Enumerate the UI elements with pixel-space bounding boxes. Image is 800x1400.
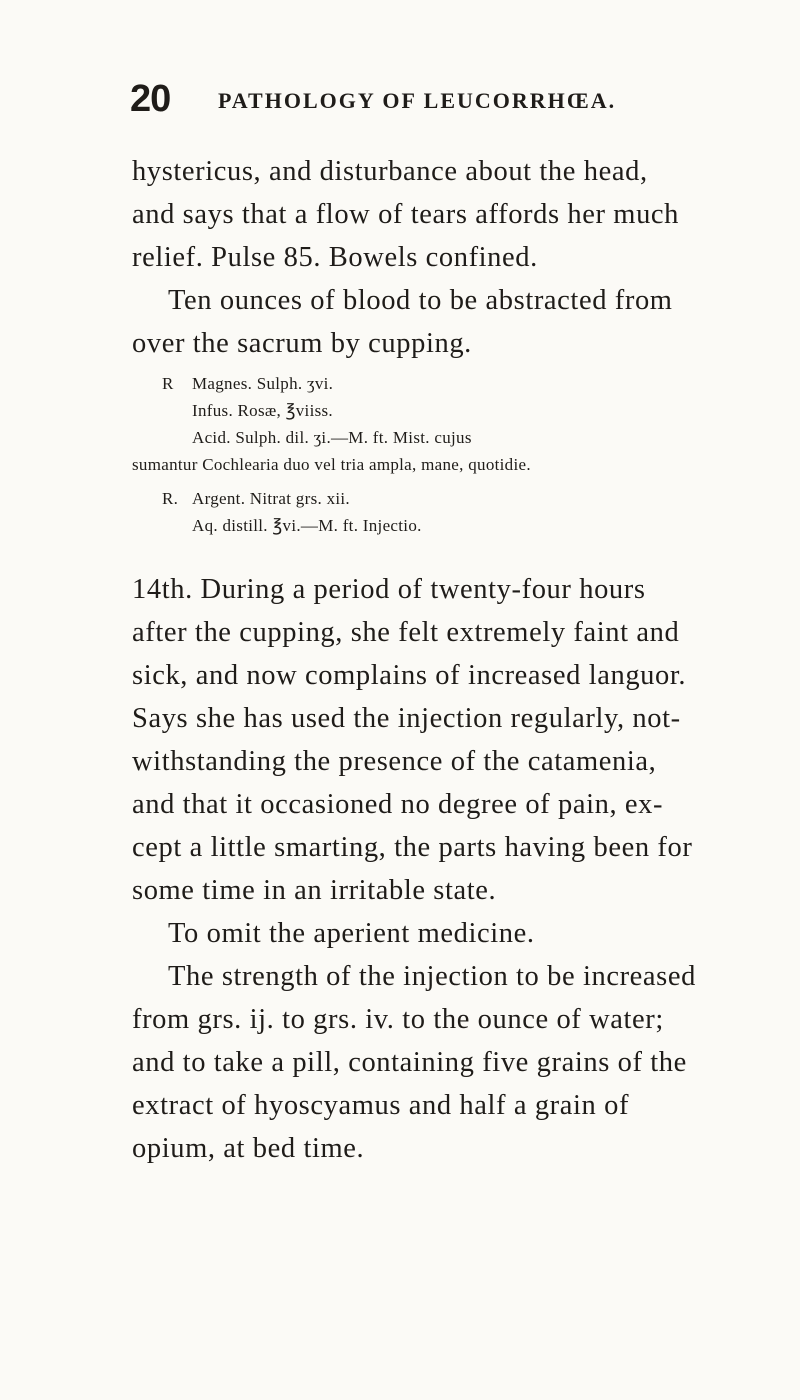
rx-directions: sumantur Cochlearia duo vel tria ampla, mane, quotidie. — [132, 455, 531, 474]
paragraph-14th — [132, 568, 732, 912]
rx-ingredient: Infus. Rosæ, ℥viiss. — [192, 401, 333, 420]
text-line: hystericus, and disturbance about the head, — [132, 156, 648, 187]
paragraph-cupping-order — [132, 279, 732, 365]
text-line: and to take a pill, containing five grains of the — [132, 1047, 687, 1078]
text-line: sick, and now complains of increased languor. — [132, 660, 687, 691]
rx-ingredient: Acid. Sulph. dil. ʒi.—M. ft. Mist. cujus — [192, 428, 472, 447]
rx-line — [132, 485, 732, 512]
text-line: some time in an irritable state. — [132, 875, 497, 906]
text-line: The strength of the injection to be increased — [168, 961, 696, 992]
page-header — [130, 78, 770, 128]
rx-ingredient: Argent. Nitrat grs. xii. — [192, 489, 350, 508]
text-line: from grs. ij. to grs. iv. to the ounce of water; — [132, 1004, 664, 1035]
running-head: PATHOLOGY OF LEUCORRHŒA. — [218, 88, 617, 113]
recipe-symbol: R. — [162, 489, 179, 508]
recipe-symbol: R — [162, 374, 174, 393]
text-line: after the cupping, she felt extremely faint and — [132, 617, 680, 648]
paragraph-hystericus — [132, 150, 732, 279]
text-line: withstanding the presence of the catamenia, — [132, 746, 657, 777]
text-line: and that it occasioned no degree of pain, ex- — [132, 789, 664, 820]
paragraph-injection-strength — [132, 955, 732, 1170]
text-line: over the sacrum by cupping. — [132, 328, 472, 359]
prescription-magnesia — [132, 370, 732, 478]
text-line: extract of hyoscyamus and half a grain of — [132, 1090, 630, 1121]
paragraph-omit-aperient — [132, 912, 732, 955]
rx-line — [132, 370, 732, 397]
text-line: and says that a flow of tears affords her much — [132, 199, 680, 230]
text-line: relief. Pulse 85. Bowels confined. — [132, 242, 538, 273]
text-line: Says she has used the injection regularly, not- — [132, 703, 681, 734]
text-line: Ten ounces of blood to be abstracted from — [168, 285, 673, 316]
prescription-injection — [132, 485, 732, 539]
text-line: opium, at bed time. — [132, 1133, 365, 1164]
text-line: cept a little smarting, the parts having been for — [132, 832, 693, 863]
page-number: 20 — [130, 78, 171, 120]
rx-ingredient: Aq. distill. ℥vi.—M. ft. Injectio. — [192, 516, 422, 535]
text-line: 14th. During a period of twenty-four hours — [132, 574, 646, 605]
text-line: To omit the aperient medicine. — [168, 918, 535, 949]
rx-ingredient: Magnes. Sulph. ʒvi. — [192, 374, 334, 393]
